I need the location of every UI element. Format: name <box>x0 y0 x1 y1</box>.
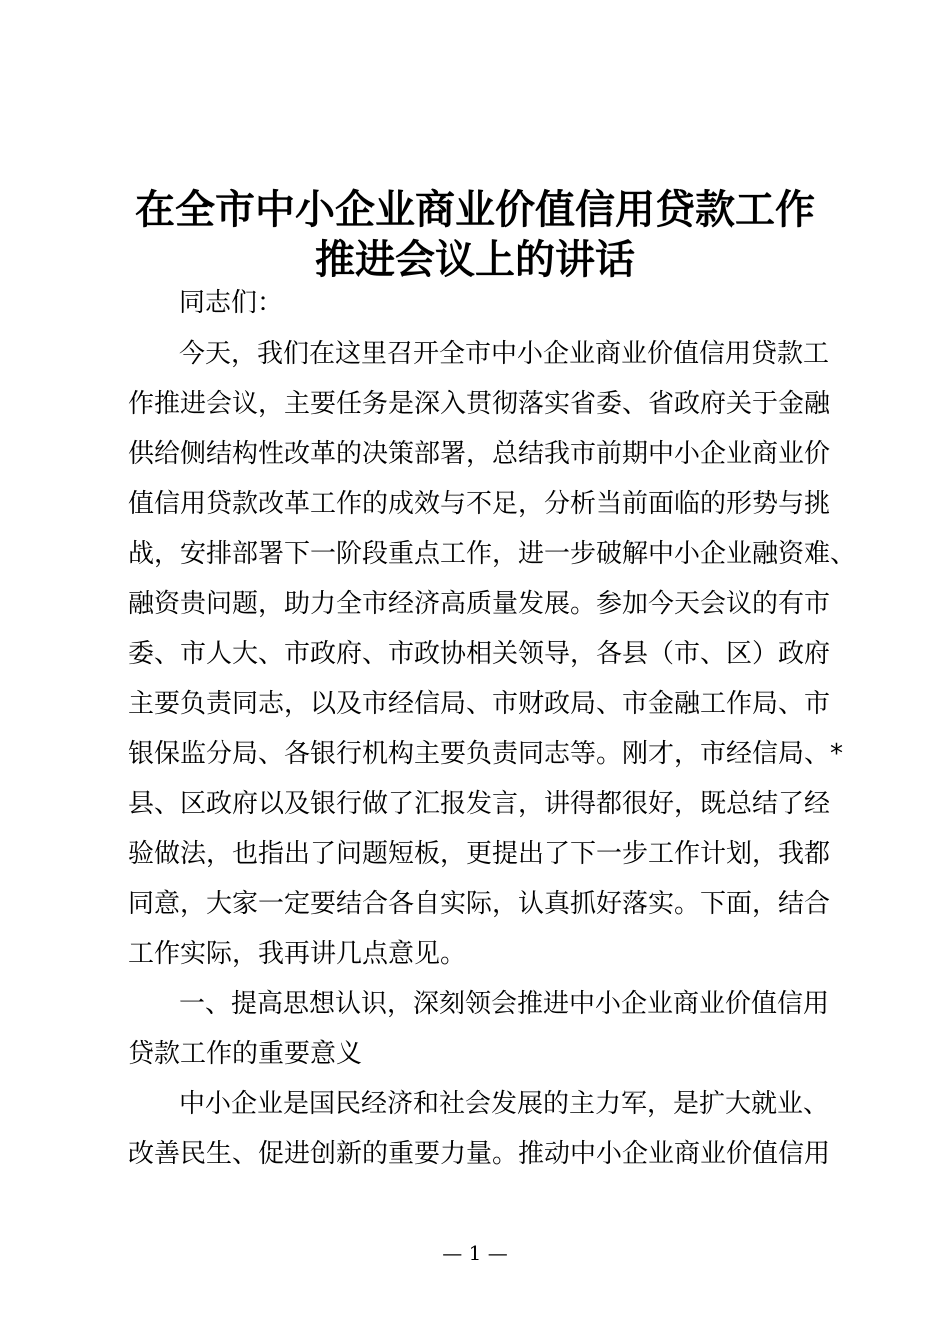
paragraph-line: 今天，我们在这里召开全市中小企业商业价值信用贷款工 <box>179 339 830 369</box>
paragraph-line: 同意，大家一定要结合各自实际，认真抓好落实。下面，结合 <box>128 889 831 919</box>
paragraph-line: 供给侧结构性改革的决策部署，总结我市前期中小企业商业价 <box>128 439 831 469</box>
section-heading-line: 贷款工作的重要意义 <box>128 1039 363 1069</box>
paragraph-line: 中小企业是国民经济和社会发展的主力军，是扩大就业、 <box>179 1089 830 1119</box>
paragraph-line: 验做法，也指出了问题短板，更提出了下一步工作计划，我都 <box>128 839 831 869</box>
paragraph-line: 委、市人大、市政府、市政协相关领导，各县（市、区）政府 <box>128 639 831 669</box>
paragraph-line: 银保监分局、各银行机构主要负责同志等。刚才，市经信局、* <box>128 739 844 769</box>
paragraph-line: 作推进会议，主要任务是深入贯彻落实省委、省政府关于金融 <box>128 389 831 419</box>
section-heading-line: 一、提高思想认识，深刻领会推进中小企业商业价值信用 <box>179 989 830 1019</box>
paragraph-line: 战，安排部署下一阶段重点工作，进一步破解中小企业融资难、 <box>128 539 857 569</box>
paragraph-line: 改善民生、促进创新的重要力量。推动中小企业商业价值信用 <box>128 1139 831 1169</box>
document-title-line-2: 推进会议上的讲话 <box>315 237 635 283</box>
document-title-line-1: 在全市中小企业商业价值信用贷款工作 <box>135 187 815 233</box>
paragraph-line: 主要负责同志，以及市经信局、市财政局、市金融工作局、市 <box>128 689 831 719</box>
paragraph-line: 值信用贷款改革工作的成效与不足，分析当前面临的形势与挑 <box>128 489 831 519</box>
salutation: 同志们： <box>179 288 284 318</box>
paragraph-line: 县、区政府以及银行做了汇报发言，讲得都很好，既总结了经 <box>128 789 831 819</box>
page-number: — 1 — <box>442 1241 508 1265</box>
paragraph-line: 工作实际，我再讲几点意见。 <box>128 939 467 969</box>
paragraph-line: 融资贵问题，助力全市经济高质量发展。参加今天会议的有市 <box>128 589 831 619</box>
